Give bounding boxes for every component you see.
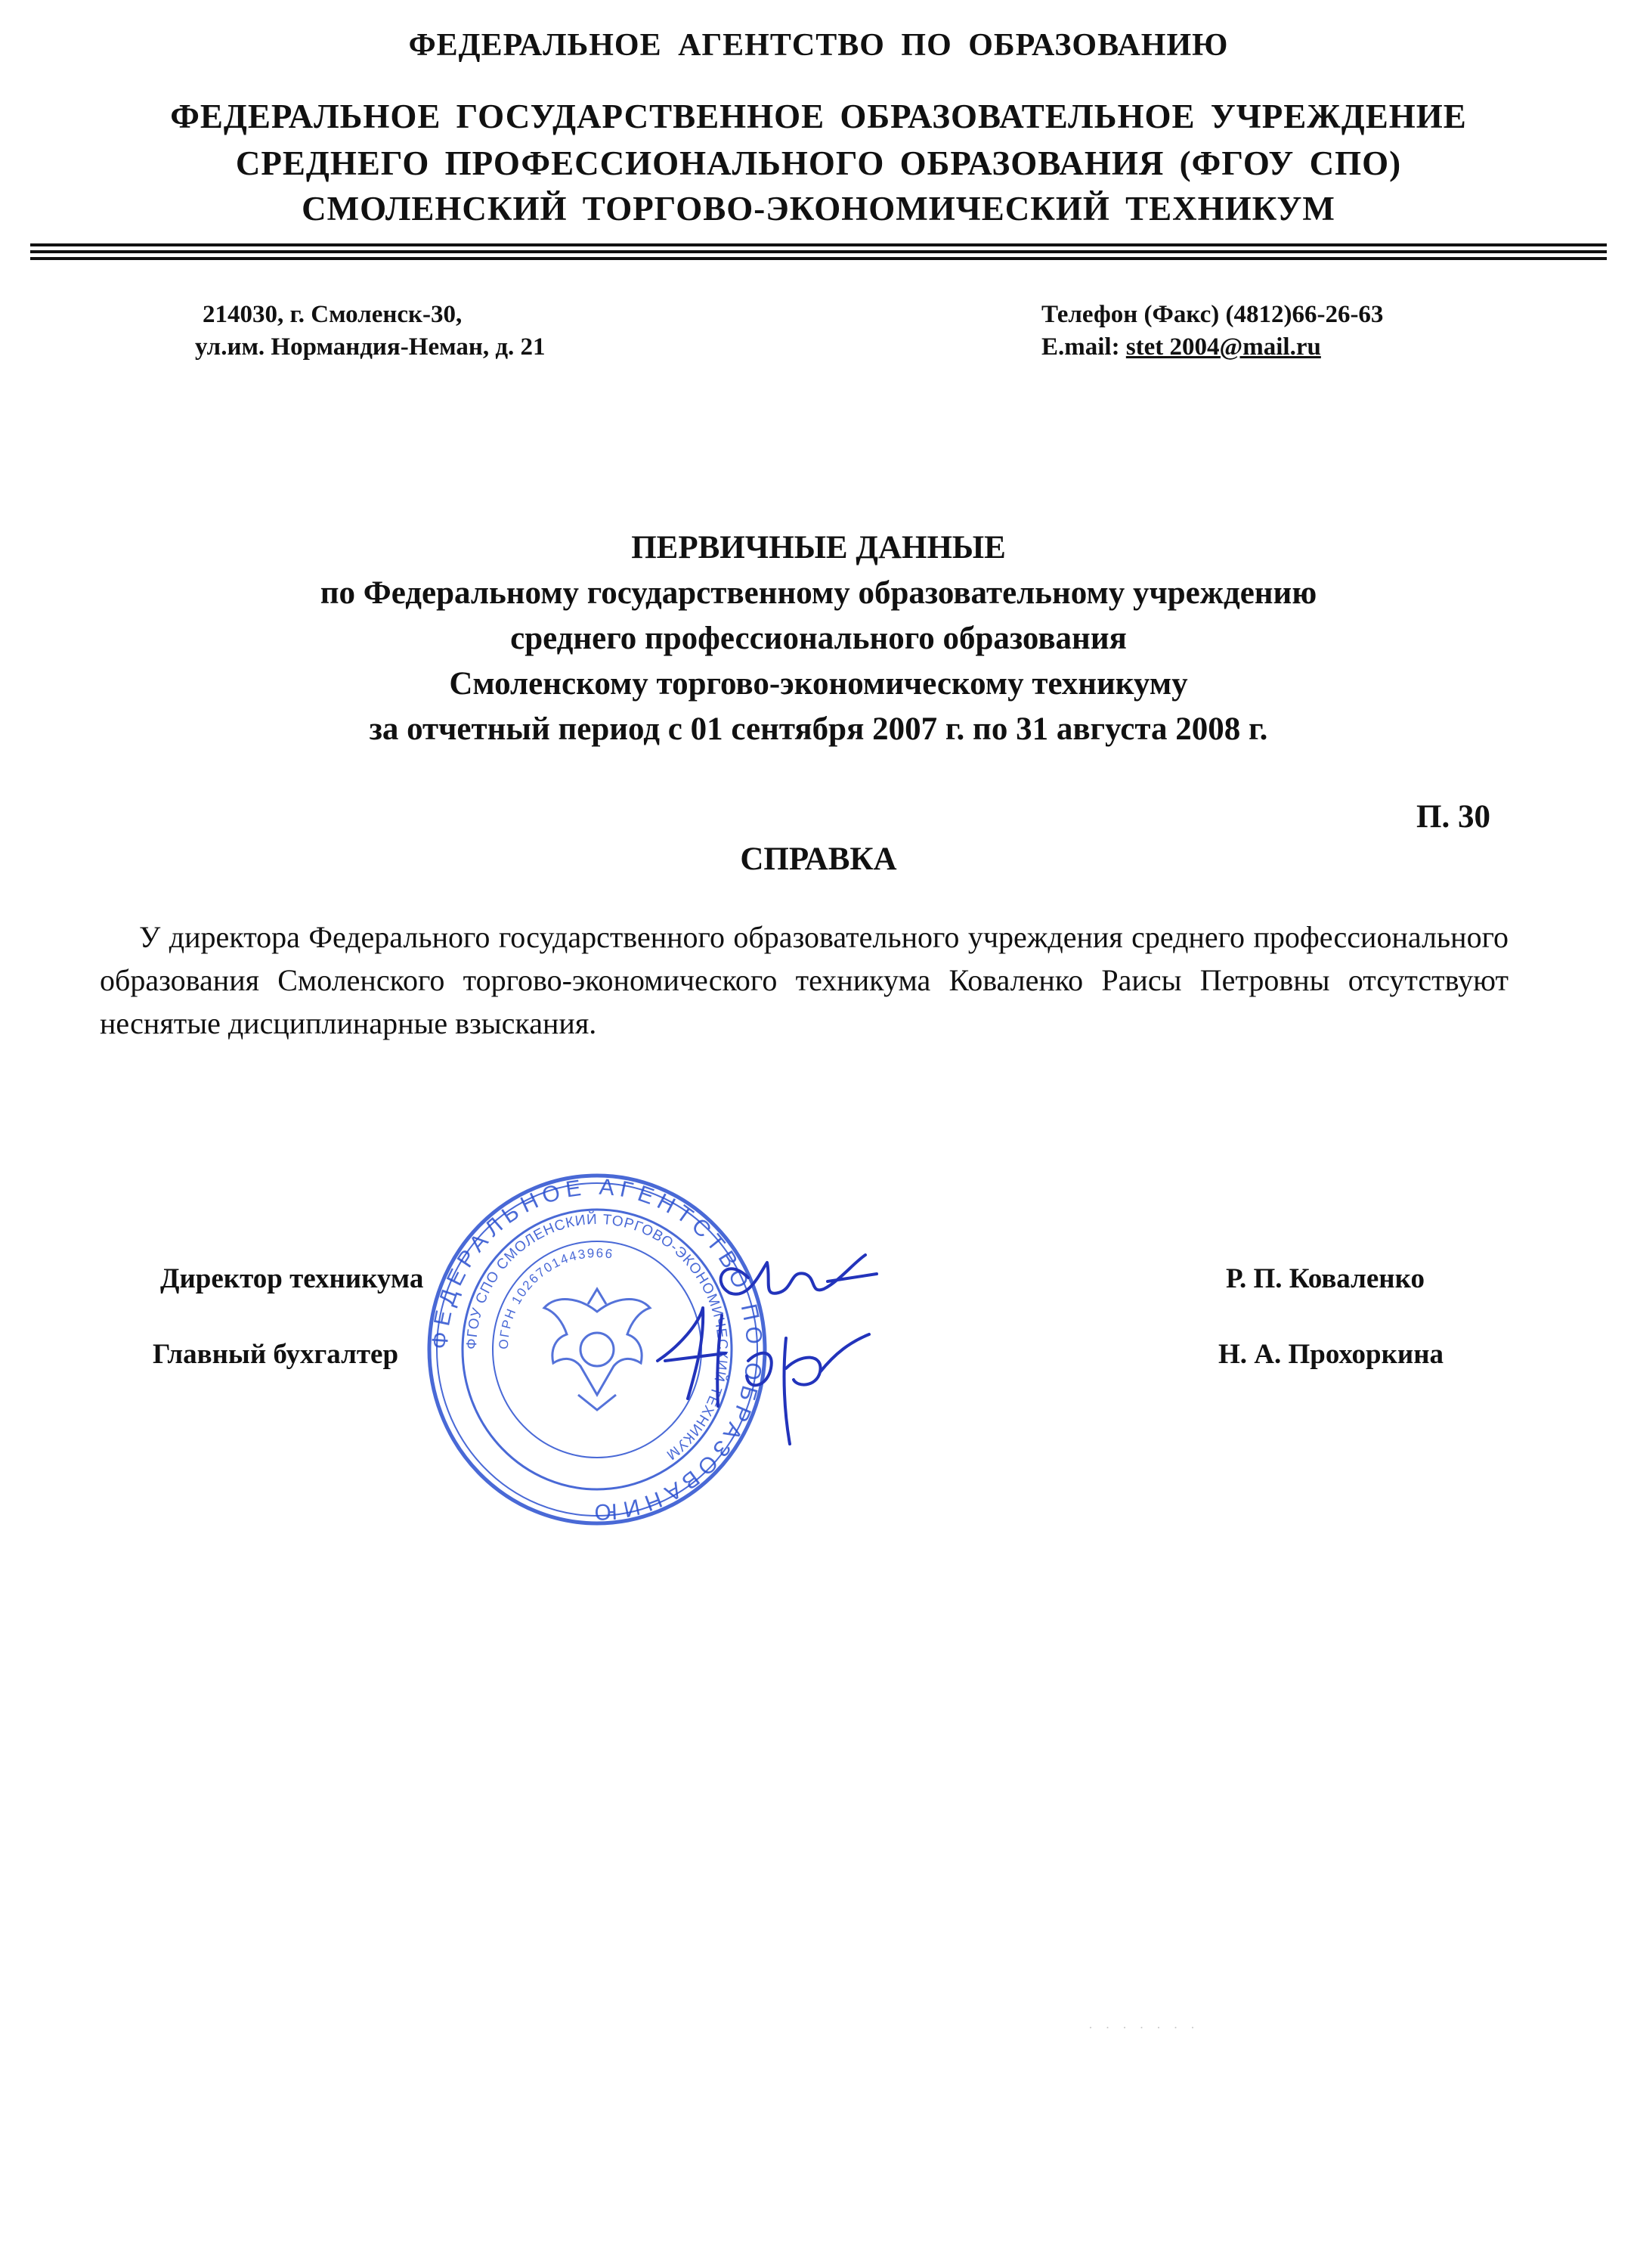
accountant-signature-stroke xyxy=(658,1308,869,1444)
institution-name-line-1: ФЕДЕРАЛЬНОЕ ГОСУДАРСТВЕННОЕ ОБРАЗОВАТЕЛЬНОЕ УЧРЕЖДЕНИЕ xyxy=(170,98,1467,135)
email-label: E.mail: xyxy=(1041,333,1126,361)
seal-ogrn-textpath: ОГРН 1026701443966 xyxy=(496,1245,615,1350)
title-line-5: за отчетный период с 01 сентября 2007 г. по 31 августа 2008 г. xyxy=(369,711,1268,747)
seal-inner-textpath: ФГОУ СПО СМОЛЕНСКИЙ ТОРГОВО-ЭКОНОМИЧЕСКИЙ ТЕХНИКУМ xyxy=(463,1211,731,1464)
title-line-2: по Федеральному государственному образовательному учреждению xyxy=(320,575,1317,611)
address-line-1: 214030, г. Смоленск-30, xyxy=(203,301,463,328)
signatory-role-accountant: Главный бухгалтер xyxy=(153,1339,399,1370)
title-line-1: ПЕРВИЧНЫЕ ДАННЫЕ xyxy=(631,530,1006,565)
signatory-name-director: Р. П. Коваленко xyxy=(1226,1263,1425,1294)
signatory-role-director: Директор техникума xyxy=(160,1263,424,1294)
phone-fax: Телефон (Факс) (4812)66-26-63 xyxy=(1041,301,1384,328)
scan-artifact-dots: · · · · · · · xyxy=(1088,2020,1199,2035)
email-link[interactable]: stet 2004@mail.ru xyxy=(1125,333,1321,361)
director-signature-stroke xyxy=(721,1255,877,1294)
institution-name-line-2: СРЕДНЕГО ПРОФЕССИОНАЛЬНОГО ОБРАЗОВАНИЯ (ФГОУ СПО) xyxy=(235,144,1402,182)
handwritten-signatures xyxy=(635,1210,884,1459)
institution-name-line-3: СМОЛЕНСКИЙ ТОРГОВО-ЭКОНОМИЧЕСКИЙ ТЕХНИКУМ xyxy=(302,190,1335,228)
paragraph-number: П. 30 xyxy=(1416,799,1490,835)
certificate-body: У директора Федерального государственного образовательного учреждения среднего профессионального образования Смоленского торгово-экономического техникума Коваленко Раисы Петровны отсутствуют неснятые дисциплинарные взыскания. xyxy=(100,920,1509,1040)
seal-outer-textpath: ФЕДЕРАЛЬНОЕ АГЕНТСТВО ПО ОБРАЗОВАНИЮ xyxy=(427,1174,767,1525)
document-title: СПРАВКА xyxy=(740,841,897,877)
header-divider xyxy=(30,243,1607,264)
seal-emblem-icon xyxy=(544,1289,650,1410)
signatory-name-accountant: Н. А. Прохоркина xyxy=(1218,1339,1444,1370)
title-line-3: среднего профессионального образования xyxy=(510,621,1127,656)
agency-heading: ФЕДЕРАЛЬНОЕ АГЕНТСТВО ПО ОБРАЗОВАНИЮ xyxy=(408,28,1229,63)
address-line-2: ул.им. Нормандия-Неман, д. 21 xyxy=(195,333,546,361)
title-line-4: Смоленскому торгово-экономическому техникуму xyxy=(449,666,1188,702)
email-line xyxy=(1041,333,1321,361)
